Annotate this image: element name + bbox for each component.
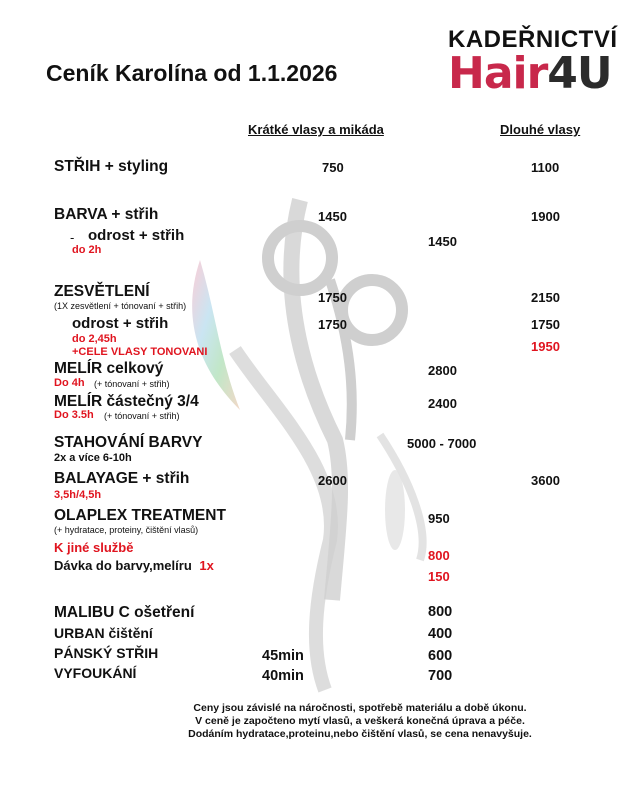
- logo-hair-text: Hair: [448, 48, 548, 99]
- price-davka: 150: [428, 569, 450, 584]
- price-zesvetleni-short: 1750: [318, 290, 347, 305]
- price-urban: 400: [428, 626, 453, 642]
- cele-vlasy-tonovani: +CELE VLASY TONOVANI: [72, 346, 208, 358]
- vyfoukani-duration: 40min: [262, 668, 304, 684]
- price-barva-short: 1450: [318, 209, 347, 224]
- logo-top-text: KADEŘNICTVÍ: [448, 26, 618, 53]
- barva-odrost-time: do 2h: [72, 244, 102, 256]
- zesvetleni-odrost-time: do 2,45h: [72, 333, 117, 345]
- price-cele-vlasy: 1950: [531, 339, 560, 354]
- service-malibu: MALIBU C ošetření: [54, 604, 195, 621]
- service-urban: URBAN čištění: [54, 625, 153, 641]
- price-pansky-strih: 600: [428, 648, 453, 664]
- salon-logo: [448, 26, 618, 99]
- service-stahovani-barvy: STAHOVÁNÍ BARVY: [54, 434, 203, 451]
- service-zesvetleni-odrost: odrost + střih: [72, 315, 169, 332]
- service-pansky-strih: PÁNSKÝ STŘIH: [54, 645, 159, 661]
- service-olaplex: OLAPLEX TREATMENT: [54, 507, 226, 524]
- footer-line-3: Dodáním hydratace,proteinu,nebo čištění vlasů, se cena nenavyšuje.: [188, 728, 532, 740]
- price-balayage-short: 2600: [318, 473, 347, 488]
- service-strih: STŘIH + styling: [54, 158, 169, 175]
- price-balayage-long: 3600: [531, 473, 560, 488]
- service-davka: [54, 558, 214, 573]
- service-jine-sluzbe: K jiné službě: [54, 540, 134, 555]
- service-barva-odrost: odrost + střih: [88, 227, 185, 244]
- price-melir-celkovy: 2800: [428, 363, 457, 378]
- price-strih-long: 1100: [531, 160, 560, 175]
- melir-celkovy-time: Do 4h: [54, 377, 85, 389]
- footer-line-2: V ceně je započteno mytí vlasů, a veškerá konečná úprava a péče.: [195, 715, 525, 727]
- barva-odrost-dash: -: [70, 230, 75, 245]
- logo-4u-text: 4U: [547, 48, 612, 99]
- footer-notes: [150, 702, 570, 741]
- price-malibu: 800: [428, 604, 453, 620]
- service-melir-castecny: MELÍR částečný 3/4: [54, 393, 199, 410]
- price-zesvetleni-odrost-short: 1750: [318, 317, 347, 332]
- price-stahovani: 5000 - 7000: [407, 436, 477, 451]
- price-strih-short: 750: [322, 160, 344, 175]
- column-header-short: Krátké vlasy a mikáda: [248, 122, 384, 137]
- melir-castecny-sub: (+ tónovaní + střih): [104, 411, 180, 421]
- davka-label: Dávka do barvy,melíru: [54, 558, 192, 573]
- stahovani-sub: 2x a více 6-10h: [54, 452, 132, 464]
- service-vyfoukani: VYFOUKÁNÍ: [54, 665, 137, 681]
- service-barva: BARVA + střih: [54, 206, 159, 223]
- olaplex-sub: (+ hydratace, proteiny, čištění vlasů): [54, 525, 199, 535]
- price-melir-castecny: 2400: [428, 396, 457, 411]
- column-header-long: Dlouhé vlasy: [500, 122, 581, 137]
- price-olaplex: 950: [428, 511, 450, 526]
- zesvetleni-sub: (1X zesvětlení + tónovaní + střih): [54, 301, 187, 311]
- pansky-duration: 45min: [262, 648, 304, 664]
- price-zesvetleni-odrost-long: 1750: [531, 317, 560, 332]
- price-barva-odrost: 1450: [428, 234, 457, 249]
- balayage-time: 3,5h/4,5h: [54, 489, 102, 501]
- logo-main-text: [448, 48, 612, 99]
- footer-line-1: Ceny jsou závislé na náročnosti, spotřebě materiálu a době úkonu.: [193, 702, 527, 714]
- price-vyfoukani: 700: [428, 668, 453, 684]
- melir-castecny-time: Do 3.5h: [54, 409, 94, 421]
- service-melir-celkovy: MELÍR celkový: [54, 360, 164, 377]
- melir-celkovy-sub: (+ tónovaní + střih): [94, 379, 170, 389]
- page-title: Ceník Karolína od 1.1.2026: [46, 60, 338, 86]
- price-jine-sluzbe: 800: [428, 548, 450, 563]
- price-zesvetleni-long: 2150: [531, 290, 560, 305]
- price-barva-long: 1900: [531, 209, 560, 224]
- service-zesvetleni: ZESVĚTLENÍ: [54, 283, 150, 300]
- service-balayage: BALAYAGE + střih: [54, 470, 190, 487]
- davka-qty: 1x: [199, 558, 214, 573]
